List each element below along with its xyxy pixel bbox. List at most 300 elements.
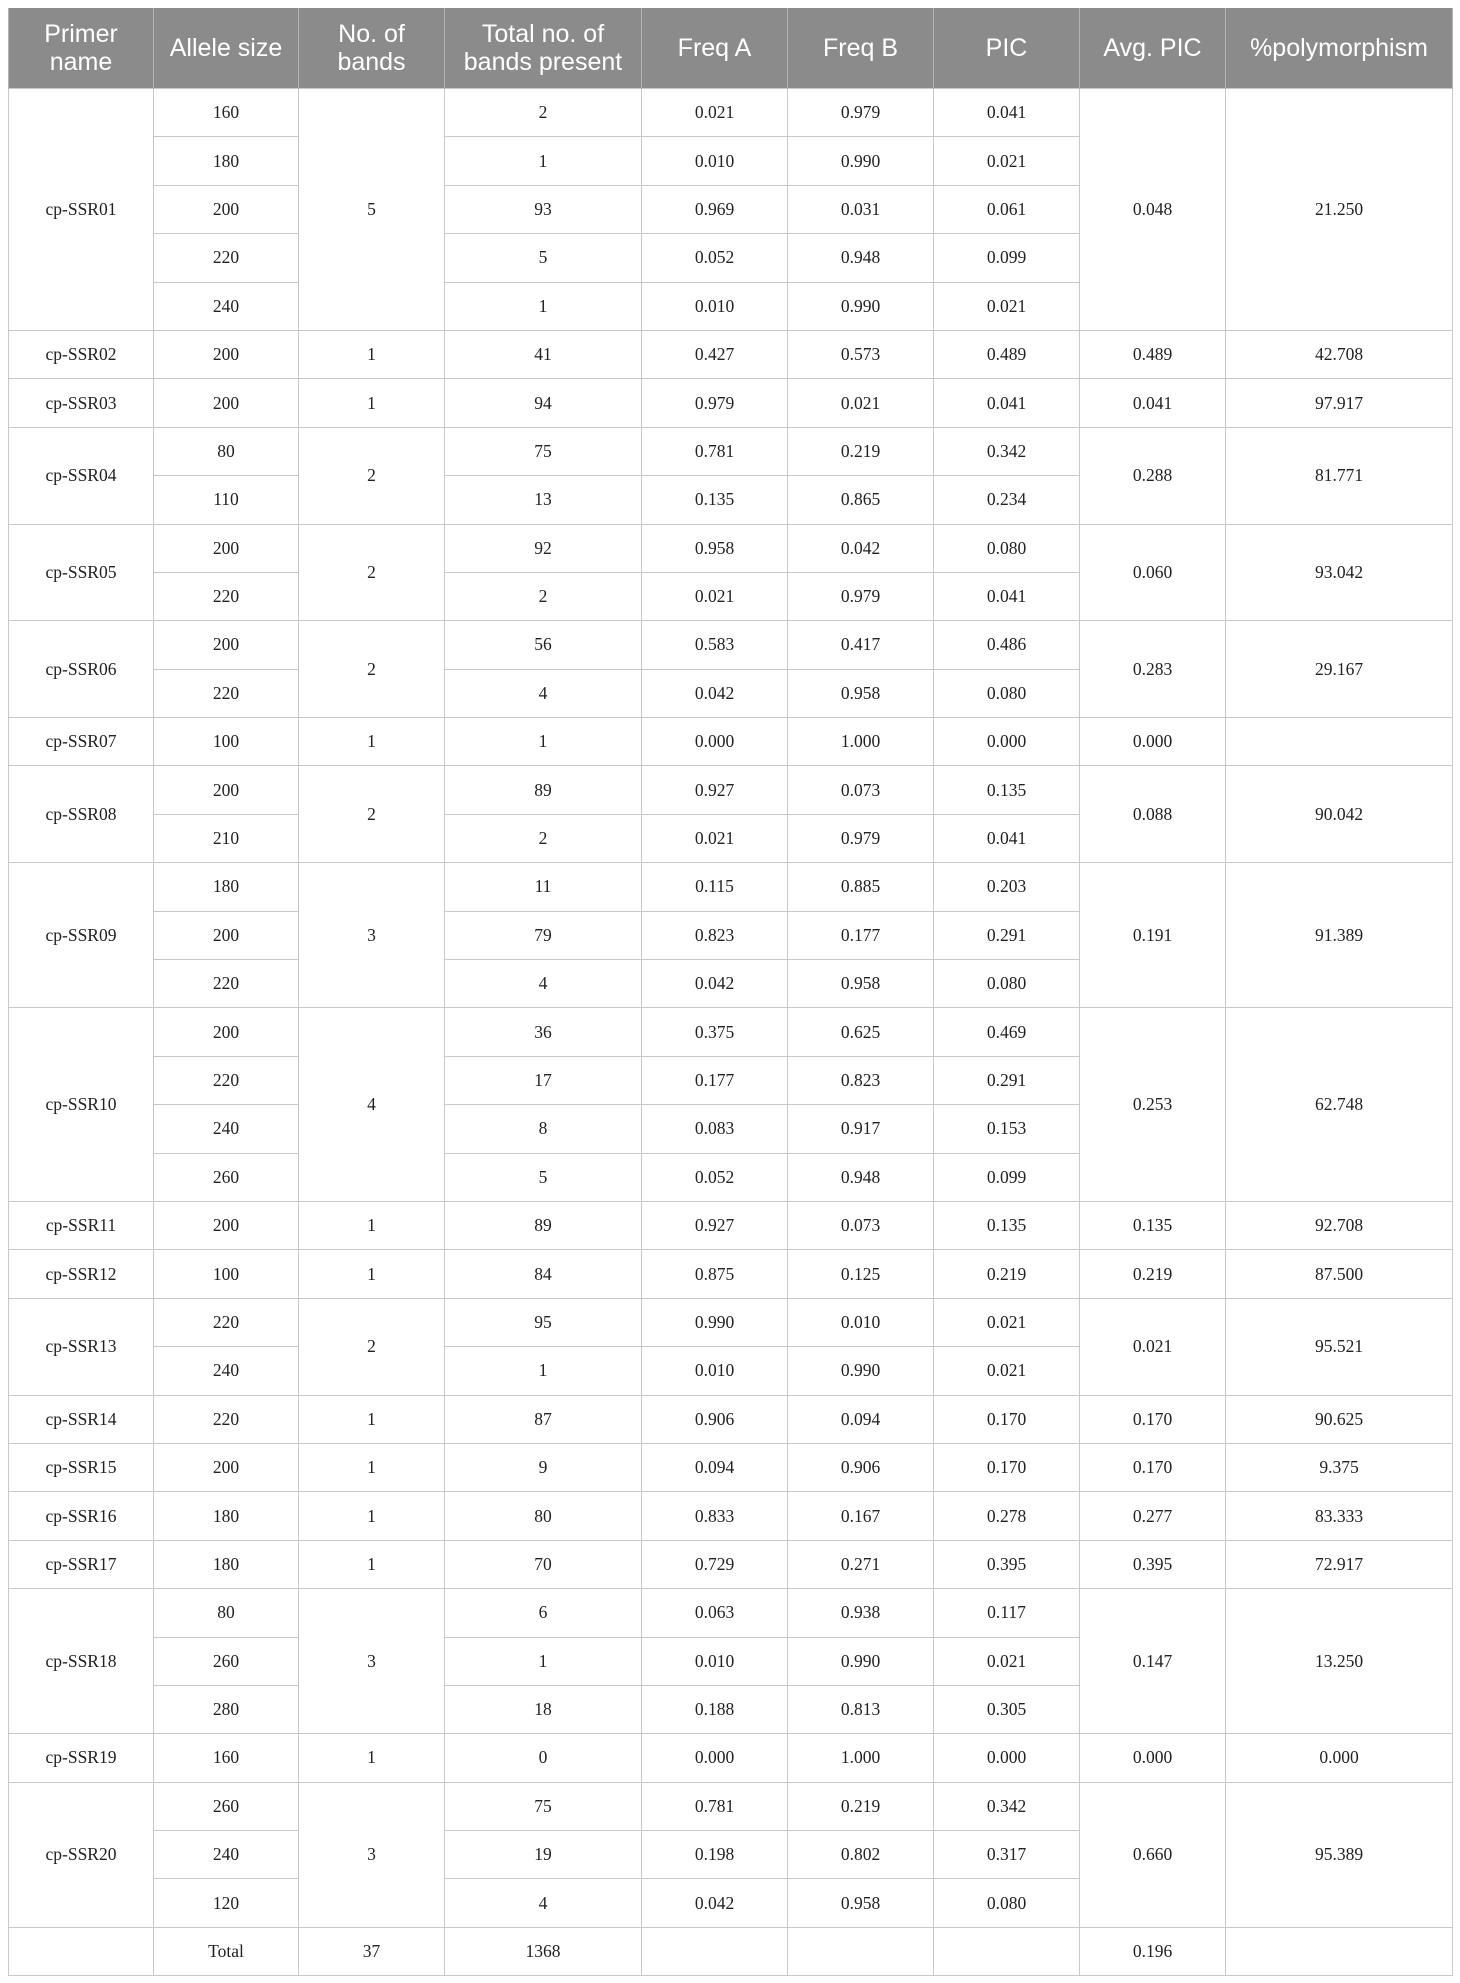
pic-cell: 0.041	[934, 379, 1080, 427]
pic-cell: 0.203	[934, 863, 1080, 911]
polymorphism-cell: 42.708	[1226, 330, 1453, 378]
freq-b-cell: 0.042	[788, 524, 934, 572]
band-count-cell: 2	[299, 621, 445, 718]
freq-b-cell: 0.271	[788, 1540, 934, 1588]
freq-b-cell: 0.948	[788, 1153, 934, 1201]
avg-pic-cell: 0.170	[1080, 1395, 1226, 1443]
allele-size-cell: 80	[154, 427, 299, 475]
bands-present-cell: 1	[445, 1347, 642, 1395]
table-row	[9, 1443, 1453, 1491]
pic-cell: 0.021	[934, 1637, 1080, 1685]
allele-size-cell: 160	[154, 89, 299, 137]
pic-cell: 0.117	[934, 1589, 1080, 1637]
bands-present-cell: 95	[445, 1298, 642, 1346]
freq-a-cell: 0.198	[642, 1831, 788, 1879]
column-header-avg-pic	[1080, 8, 1226, 89]
freq-a-cell: 0.427	[642, 330, 788, 378]
band-count-cell: 1	[299, 1540, 445, 1588]
allele-size-cell: 200	[154, 330, 299, 378]
freq-b-cell: 0.865	[788, 476, 934, 524]
empty-cell	[9, 1927, 154, 1975]
freq-a-cell: 0.823	[642, 911, 788, 959]
freq-a-cell: 0.875	[642, 1250, 788, 1298]
freq-a-cell: 0.063	[642, 1589, 788, 1637]
band-count-cell: 1	[299, 1734, 445, 1782]
header-text: Total no. of	[481, 20, 605, 48]
allele-size-cell: 110	[154, 476, 299, 524]
pic-cell: 0.021	[934, 282, 1080, 330]
table-row	[9, 89, 1453, 137]
freq-b-cell: 0.219	[788, 427, 934, 475]
total-bands-cell: 37	[299, 1927, 445, 1975]
column-header-total-no-of-bands-present	[445, 8, 642, 89]
freq-b-cell: 0.021	[788, 379, 934, 427]
pic-cell: 0.080	[934, 669, 1080, 717]
allele-size-cell: 120	[154, 1879, 299, 1927]
table-body	[9, 89, 1453, 1976]
avg-pic-cell: 0.288	[1080, 427, 1226, 524]
pic-cell: 0.041	[934, 572, 1080, 620]
pic-cell: 0.041	[934, 814, 1080, 862]
freq-a-cell: 0.010	[642, 1347, 788, 1395]
bands-present-cell: 94	[445, 379, 642, 427]
header-text: Freq A	[677, 34, 752, 62]
allele-size-cell: 200	[154, 766, 299, 814]
avg-pic-cell: 0.041	[1080, 379, 1226, 427]
freq-b-cell: 0.990	[788, 282, 934, 330]
freq-b-cell: 0.010	[788, 1298, 934, 1346]
table-row	[9, 1782, 1453, 1830]
pic-cell: 0.153	[934, 1105, 1080, 1153]
avg-pic-cell: 0.000	[1080, 718, 1226, 766]
freq-b-cell: 0.906	[788, 1443, 934, 1491]
allele-size-cell: 180	[154, 863, 299, 911]
freq-b-cell: 0.073	[788, 766, 934, 814]
freq-a-cell: 0.010	[642, 137, 788, 185]
header-text: Avg. PIC	[1103, 34, 1202, 62]
freq-a-cell: 0.135	[642, 476, 788, 524]
pic-cell: 0.021	[934, 1298, 1080, 1346]
avg-pic-cell: 0.147	[1080, 1589, 1226, 1734]
header-row	[9, 8, 1453, 89]
band-count-cell: 3	[299, 1589, 445, 1734]
header-text: No. of	[338, 20, 405, 48]
bands-present-cell: 87	[445, 1395, 642, 1443]
avg-pic-cell: 0.191	[1080, 863, 1226, 1008]
bands-present-cell: 17	[445, 1056, 642, 1104]
pic-cell: 0.342	[934, 1782, 1080, 1830]
freq-a-cell: 0.958	[642, 524, 788, 572]
freq-b-cell: 0.125	[788, 1250, 934, 1298]
freq-a-cell: 0.094	[642, 1443, 788, 1491]
pic-cell: 0.317	[934, 1831, 1080, 1879]
freq-b-cell: 0.167	[788, 1492, 934, 1540]
allele-size-cell: 200	[154, 621, 299, 669]
total-label-cell: Total	[154, 1927, 299, 1975]
pic-cell: 0.489	[934, 330, 1080, 378]
primer-table	[8, 8, 1453, 1976]
freq-b-cell: 0.958	[788, 1879, 934, 1927]
pic-cell: 0.395	[934, 1540, 1080, 1588]
band-count-cell: 1	[299, 1250, 445, 1298]
empty-cell	[642, 1927, 788, 1975]
polymorphism-cell: 0.000	[1226, 1734, 1453, 1782]
band-count-cell: 1	[299, 1201, 445, 1249]
avg-pic-cell: 0.253	[1080, 1008, 1226, 1202]
freq-a-cell: 0.188	[642, 1685, 788, 1733]
allele-size-cell: 240	[154, 1105, 299, 1153]
table-row	[9, 766, 1453, 814]
table-row	[9, 1298, 1453, 1346]
allele-size-cell: 260	[154, 1782, 299, 1830]
bands-present-cell: 93	[445, 185, 642, 233]
band-count-cell: 3	[299, 863, 445, 1008]
column-header-allele-size	[154, 8, 299, 89]
primer-name-cell: cp-SSR18	[9, 1589, 154, 1734]
polymorphism-cell	[1226, 718, 1453, 766]
bands-present-cell: 89	[445, 766, 642, 814]
allele-size-cell: 200	[154, 1443, 299, 1491]
freq-b-cell: 0.823	[788, 1056, 934, 1104]
table-row	[9, 1201, 1453, 1249]
allele-size-cell: 220	[154, 1298, 299, 1346]
freq-a-cell: 0.375	[642, 1008, 788, 1056]
column-header-no-of-bands	[299, 8, 445, 89]
band-count-cell: 1	[299, 1395, 445, 1443]
pic-cell: 0.170	[934, 1395, 1080, 1443]
pic-cell: 0.234	[934, 476, 1080, 524]
header-text: %polymorphism	[1250, 34, 1428, 62]
table-row	[9, 718, 1453, 766]
freq-a-cell: 0.833	[642, 1492, 788, 1540]
freq-a-cell: 0.177	[642, 1056, 788, 1104]
freq-a-cell: 0.729	[642, 1540, 788, 1588]
band-count-cell: 2	[299, 427, 445, 524]
allele-size-cell: 180	[154, 1540, 299, 1588]
allele-size-cell: 220	[154, 1395, 299, 1443]
freq-a-cell: 0.042	[642, 669, 788, 717]
avg-pic-cell: 0.088	[1080, 766, 1226, 863]
freq-b-cell: 0.958	[788, 669, 934, 717]
table-row	[9, 1008, 1453, 1056]
empty-cell	[1226, 1927, 1453, 1975]
allele-size-cell: 200	[154, 379, 299, 427]
primer-name-cell: cp-SSR11	[9, 1201, 154, 1249]
table-row	[9, 379, 1453, 427]
allele-size-cell: 260	[154, 1637, 299, 1685]
freq-a-cell: 0.927	[642, 766, 788, 814]
avg-pic-cell: 0.277	[1080, 1492, 1226, 1540]
polymorphism-cell: 9.375	[1226, 1443, 1453, 1491]
freq-b-cell: 0.417	[788, 621, 934, 669]
header-text: Allele size	[169, 34, 283, 62]
polymorphism-cell: 13.250	[1226, 1589, 1453, 1734]
column-header-pic	[934, 8, 1080, 89]
bands-present-cell: 1	[445, 1637, 642, 1685]
bands-present-cell: 70	[445, 1540, 642, 1588]
polymorphism-cell: 83.333	[1226, 1492, 1453, 1540]
freq-a-cell: 0.969	[642, 185, 788, 233]
allele-size-cell: 200	[154, 1008, 299, 1056]
pic-cell: 0.000	[934, 718, 1080, 766]
primer-name-cell: cp-SSR02	[9, 330, 154, 378]
freq-a-cell: 0.990	[642, 1298, 788, 1346]
primer-name-cell: cp-SSR06	[9, 621, 154, 718]
table-row	[9, 427, 1453, 475]
table-row	[9, 1540, 1453, 1588]
band-count-cell: 3	[299, 1782, 445, 1927]
table-header	[9, 8, 1453, 89]
freq-a-cell: 0.979	[642, 379, 788, 427]
pic-cell: 0.099	[934, 234, 1080, 282]
freq-b-cell: 0.177	[788, 911, 934, 959]
polymorphism-cell: 93.042	[1226, 524, 1453, 621]
primer-name-cell: cp-SSR20	[9, 1782, 154, 1927]
freq-a-cell: 0.781	[642, 427, 788, 475]
polymorphism-cell: 91.389	[1226, 863, 1453, 1008]
bands-present-cell: 36	[445, 1008, 642, 1056]
allele-size-cell: 240	[154, 1831, 299, 1879]
primer-name-cell: cp-SSR09	[9, 863, 154, 1008]
freq-b-cell: 0.031	[788, 185, 934, 233]
primer-name-cell: cp-SSR12	[9, 1250, 154, 1298]
pic-cell: 0.135	[934, 1201, 1080, 1249]
freq-a-cell: 0.021	[642, 814, 788, 862]
allele-size-cell: 240	[154, 282, 299, 330]
freq-b-cell: 0.917	[788, 1105, 934, 1153]
pic-cell: 0.135	[934, 766, 1080, 814]
freq-b-cell: 0.990	[788, 1637, 934, 1685]
allele-size-cell: 100	[154, 1250, 299, 1298]
allele-size-cell: 220	[154, 1056, 299, 1104]
polymorphism-cell: 95.521	[1226, 1298, 1453, 1395]
freq-a-cell: 0.781	[642, 1782, 788, 1830]
bands-present-cell: 75	[445, 1782, 642, 1830]
freq-a-cell: 0.052	[642, 1153, 788, 1201]
primer-name-cell: cp-SSR19	[9, 1734, 154, 1782]
avg-pic-cell: 0.135	[1080, 1201, 1226, 1249]
table-row	[9, 1734, 1453, 1782]
primer-name-cell: cp-SSR04	[9, 427, 154, 524]
allele-size-cell: 280	[154, 1685, 299, 1733]
allele-size-cell: 200	[154, 524, 299, 572]
bands-present-cell: 5	[445, 1153, 642, 1201]
band-count-cell: 2	[299, 766, 445, 863]
bands-present-cell: 4	[445, 1879, 642, 1927]
bands-present-cell: 75	[445, 427, 642, 475]
table-row	[9, 524, 1453, 572]
pic-cell: 0.041	[934, 89, 1080, 137]
freq-b-cell: 0.979	[788, 814, 934, 862]
pic-cell: 0.219	[934, 1250, 1080, 1298]
band-count-cell: 1	[299, 330, 445, 378]
polymorphism-cell: 87.500	[1226, 1250, 1453, 1298]
bands-present-cell: 19	[445, 1831, 642, 1879]
pic-cell: 0.170	[934, 1443, 1080, 1491]
freq-b-cell: 0.990	[788, 1347, 934, 1395]
allele-size-cell: 200	[154, 911, 299, 959]
header-text: name	[49, 48, 113, 76]
allele-size-cell: 180	[154, 137, 299, 185]
table-row	[9, 330, 1453, 378]
polymorphism-cell: 29.167	[1226, 621, 1453, 718]
allele-size-cell: 260	[154, 1153, 299, 1201]
empty-cell	[934, 1927, 1080, 1975]
bands-present-cell: 2	[445, 89, 642, 137]
table-row	[9, 1250, 1453, 1298]
bands-present-cell: 1	[445, 282, 642, 330]
freq-a-cell: 0.052	[642, 234, 788, 282]
freq-b-cell: 0.094	[788, 1395, 934, 1443]
freq-a-cell: 0.021	[642, 572, 788, 620]
table-row	[9, 1589, 1453, 1637]
avg-pic-cell: 0.060	[1080, 524, 1226, 621]
allele-size-cell: 160	[154, 1734, 299, 1782]
table-row	[9, 863, 1453, 911]
band-count-cell: 2	[299, 1298, 445, 1395]
freq-b-cell: 0.990	[788, 137, 934, 185]
header-text: bands	[337, 48, 406, 76]
header-text: Freq B	[822, 34, 899, 62]
freq-b-cell: 0.802	[788, 1831, 934, 1879]
polymorphism-cell: 72.917	[1226, 1540, 1453, 1588]
freq-a-cell: 0.583	[642, 621, 788, 669]
allele-size-cell: 220	[154, 572, 299, 620]
pic-cell: 0.469	[934, 1008, 1080, 1056]
freq-b-cell: 0.958	[788, 960, 934, 1008]
allele-size-cell: 200	[154, 185, 299, 233]
pic-cell: 0.021	[934, 1347, 1080, 1395]
bands-present-cell: 11	[445, 863, 642, 911]
bands-present-cell: 4	[445, 960, 642, 1008]
bands-present-cell: 79	[445, 911, 642, 959]
total-row	[9, 1927, 1453, 1975]
bands-present-cell: 2	[445, 814, 642, 862]
header-text: Primer	[44, 20, 118, 48]
band-count-cell: 1	[299, 1443, 445, 1491]
primer-name-cell: cp-SSR13	[9, 1298, 154, 1395]
polymorphism-cell: 62.748	[1226, 1008, 1453, 1202]
bands-present-cell: 18	[445, 1685, 642, 1733]
pic-cell: 0.080	[934, 1879, 1080, 1927]
allele-size-cell: 210	[154, 814, 299, 862]
avg-pic-cell: 0.170	[1080, 1443, 1226, 1491]
polymorphism-cell: 81.771	[1226, 427, 1453, 524]
freq-a-cell: 0.000	[642, 718, 788, 766]
band-count-cell: 1	[299, 718, 445, 766]
primer-name-cell: cp-SSR01	[9, 89, 154, 331]
freq-a-cell: 0.042	[642, 960, 788, 1008]
bands-present-cell: 41	[445, 330, 642, 378]
pic-cell: 0.291	[934, 1056, 1080, 1104]
band-count-cell: 1	[299, 1492, 445, 1540]
polymorphism-cell: 90.625	[1226, 1395, 1453, 1443]
column-header-polymorphism	[1226, 8, 1453, 89]
header-text: PIC	[985, 34, 1028, 62]
pic-cell: 0.342	[934, 427, 1080, 475]
empty-cell	[788, 1927, 934, 1975]
avg-pic-cell: 0.395	[1080, 1540, 1226, 1588]
polymorphism-cell: 21.250	[1226, 89, 1453, 331]
pic-cell: 0.080	[934, 524, 1080, 572]
primer-name-cell: cp-SSR15	[9, 1443, 154, 1491]
pic-cell: 0.061	[934, 185, 1080, 233]
pic-cell: 0.486	[934, 621, 1080, 669]
freq-b-cell: 0.219	[788, 1782, 934, 1830]
polymorphism-cell: 97.917	[1226, 379, 1453, 427]
header-text: bands present	[463, 48, 623, 76]
column-header-freq-b	[788, 8, 934, 89]
avg-pic-cell: 0.000	[1080, 1734, 1226, 1782]
freq-b-cell: 0.938	[788, 1589, 934, 1637]
freq-a-cell: 0.010	[642, 282, 788, 330]
column-header-primer-name	[9, 8, 154, 89]
freq-b-cell: 1.000	[788, 718, 934, 766]
bands-present-cell: 4	[445, 669, 642, 717]
freq-b-cell: 0.885	[788, 863, 934, 911]
primer-name-cell: cp-SSR17	[9, 1540, 154, 1588]
band-count-cell: 5	[299, 89, 445, 331]
primer-name-cell: cp-SSR16	[9, 1492, 154, 1540]
allele-size-cell: 220	[154, 669, 299, 717]
total-present-cell: 1368	[445, 1927, 642, 1975]
allele-size-cell: 240	[154, 1347, 299, 1395]
polymorphism-cell: 92.708	[1226, 1201, 1453, 1249]
allele-size-cell: 200	[154, 1201, 299, 1249]
freq-b-cell: 1.000	[788, 1734, 934, 1782]
avg-pic-cell: 0.219	[1080, 1250, 1226, 1298]
bands-present-cell: 5	[445, 234, 642, 282]
freq-a-cell: 0.021	[642, 89, 788, 137]
avg-pic-cell: 0.048	[1080, 89, 1226, 331]
bands-present-cell: 56	[445, 621, 642, 669]
polymorphism-cell: 90.042	[1226, 766, 1453, 863]
pic-cell: 0.000	[934, 1734, 1080, 1782]
table-row	[9, 621, 1453, 669]
primer-name-cell: cp-SSR08	[9, 766, 154, 863]
bands-present-cell: 0	[445, 1734, 642, 1782]
table-row	[9, 1492, 1453, 1540]
avg-pic-cell: 0.021	[1080, 1298, 1226, 1395]
freq-a-cell: 0.083	[642, 1105, 788, 1153]
freq-b-cell: 0.573	[788, 330, 934, 378]
bands-present-cell: 1	[445, 137, 642, 185]
freq-b-cell: 0.979	[788, 572, 934, 620]
freq-b-cell: 0.813	[788, 1685, 934, 1733]
freq-a-cell: 0.927	[642, 1201, 788, 1249]
pic-cell: 0.305	[934, 1685, 1080, 1733]
freq-b-cell: 0.073	[788, 1201, 934, 1249]
primer-name-cell: cp-SSR07	[9, 718, 154, 766]
avg-pic-cell: 0.489	[1080, 330, 1226, 378]
pic-cell: 0.099	[934, 1153, 1080, 1201]
freq-a-cell: 0.906	[642, 1395, 788, 1443]
primer-name-cell: cp-SSR10	[9, 1008, 154, 1202]
band-count-cell: 2	[299, 524, 445, 621]
bands-present-cell: 6	[445, 1589, 642, 1637]
primer-name-cell: cp-SSR05	[9, 524, 154, 621]
freq-a-cell: 0.115	[642, 863, 788, 911]
total-avg-pic-cell: 0.196	[1080, 1927, 1226, 1975]
band-count-cell: 4	[299, 1008, 445, 1202]
bands-present-cell: 84	[445, 1250, 642, 1298]
freq-a-cell: 0.010	[642, 1637, 788, 1685]
allele-size-cell: 220	[154, 960, 299, 1008]
avg-pic-cell: 0.283	[1080, 621, 1226, 718]
table-row	[9, 1395, 1453, 1443]
pic-cell: 0.021	[934, 137, 1080, 185]
band-count-cell: 1	[299, 379, 445, 427]
